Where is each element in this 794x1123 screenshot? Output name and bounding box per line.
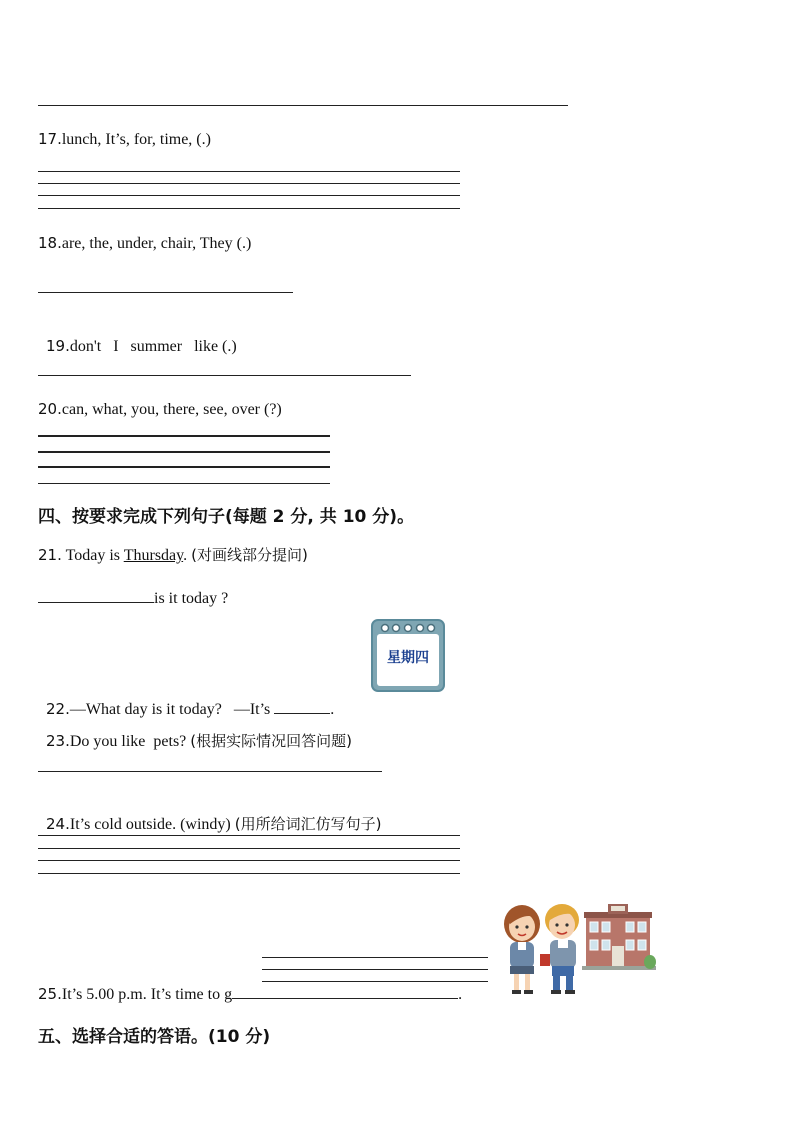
question-17 [38, 129, 211, 150]
question-25 [38, 982, 462, 1005]
instruction-note: (根据实际情况回答问题) [190, 732, 352, 750]
question-text: can, what, you, there, see, over (?) [61, 401, 282, 418]
question-text: —What day is it today? —It’s [69, 701, 275, 718]
question-text: lunch, It’s, for, time, (.) [61, 131, 211, 148]
calendar-label: 星期四 [387, 650, 429, 666]
question-number: 19. [46, 337, 70, 355]
question-number: 23. [46, 732, 70, 750]
answer-line[interactable] [262, 969, 488, 970]
question-19 [38, 316, 237, 357]
answer-text: is it today ? [154, 590, 229, 607]
answer-21 [38, 586, 228, 609]
answer-line[interactable] [38, 171, 460, 172]
instruction-note: (对画线部分提问) [191, 546, 308, 564]
answer-line[interactable] [38, 451, 330, 453]
question-text: don't I summer like (.) [69, 338, 237, 355]
instruction-note: (用所给词汇仿写句子) [234, 815, 382, 833]
underlined-word: Thursday [123, 547, 184, 564]
answer-line[interactable] [38, 873, 460, 874]
question-text: are, the, under, chair, They (.) [61, 235, 252, 252]
question-number: 18. [38, 234, 62, 252]
answer-line[interactable] [38, 466, 330, 468]
answer-line[interactable] [38, 195, 460, 196]
question-number: 25. [38, 985, 62, 1003]
question-24 [38, 794, 381, 835]
answer-line[interactable] [38, 292, 293, 293]
question-21 [38, 545, 308, 566]
answer-line[interactable] [38, 483, 330, 484]
question-text: Do you like pets? [69, 733, 191, 750]
answer-line[interactable] [38, 835, 460, 836]
question-end: . [330, 701, 335, 718]
section-5-heading: 五、选择合适的答语。(10 分) [38, 1027, 271, 1047]
question-23 [38, 711, 352, 752]
answer-blank[interactable] [232, 982, 458, 999]
answer-line[interactable] [38, 771, 382, 772]
answer-line[interactable] [38, 105, 568, 106]
question-number: 20. [38, 400, 62, 418]
answer-blank[interactable] [38, 586, 154, 603]
answer-line[interactable] [38, 183, 460, 184]
question-text: It’s 5.00 p.m. It’s time to g [61, 986, 233, 1003]
answer-line[interactable] [38, 860, 460, 861]
question-text: Today is [61, 547, 124, 564]
answer-line[interactable] [38, 848, 460, 849]
question-number: 17. [38, 130, 62, 148]
question-18 [38, 233, 251, 254]
students-school-illustration [500, 898, 656, 998]
question-end: . [458, 986, 463, 1003]
question-number: 21. [38, 546, 62, 564]
question-number: 24. [46, 815, 70, 833]
question-number: 22. [46, 700, 70, 718]
answer-line[interactable] [38, 435, 330, 437]
question-text: . [183, 547, 192, 564]
section-4-heading: 四、按要求完成下列句子(每题 2 分, 共 10 分)。 [38, 507, 415, 527]
answer-line[interactable] [38, 208, 460, 209]
question-text: It’s cold outside. (windy) [69, 816, 235, 833]
answer-line[interactable] [262, 957, 488, 958]
question-20 [38, 399, 282, 420]
calendar-icon [371, 616, 445, 692]
answer-line[interactable] [38, 375, 411, 376]
